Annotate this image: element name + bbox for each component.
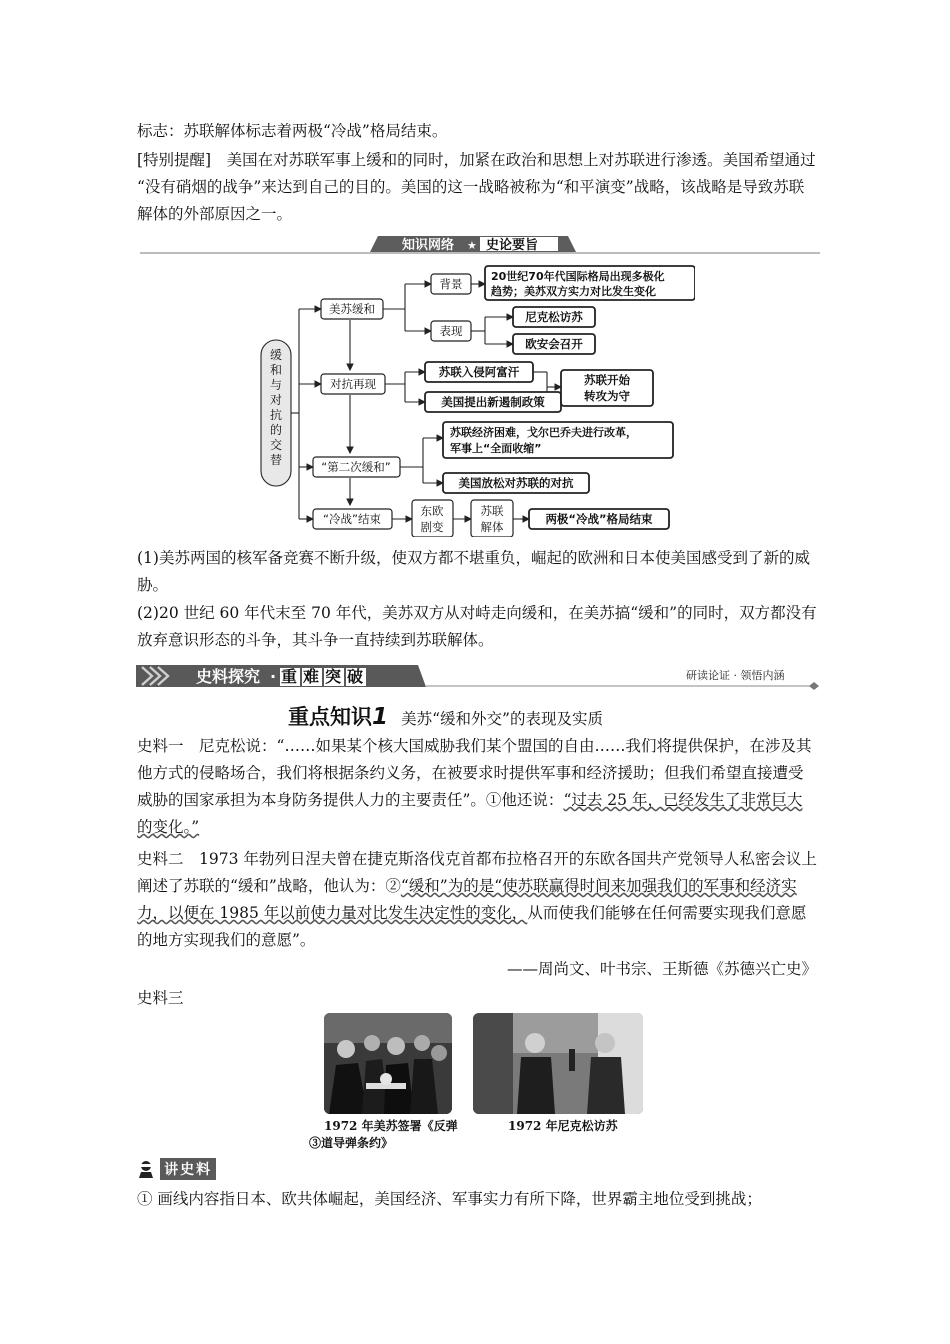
root-char: 与 <box>269 378 283 392</box>
node-us-soviet-detente: 美苏缓和 <box>329 302 375 316</box>
node-nixon-visit: 尼克松访苏 <box>525 310 583 324</box>
source-2-text-end: 从而使我们能够在任何需要实现我们意愿的地方实现我们的意愿”。 <box>137 904 807 949</box>
photo-abm-caption1: 1972 年美苏签署《反弹 <box>324 1119 458 1133</box>
node-manifestation: 表现 <box>439 324 463 338</box>
node-east-europe2: 剧变 <box>420 520 444 534</box>
node-defense2: 转攻为守 <box>584 389 630 403</box>
source-2-label: 史料二 <box>137 850 184 868</box>
node-us-relax: 美国放松对苏联的对抗 <box>458 476 574 490</box>
special-note <box>137 147 817 228</box>
source-3-label: 史料三 <box>137 989 184 1007</box>
section-banner-left: 史料探究 <box>196 667 261 686</box>
intro-line1: 标志：苏联解体标志着两极“冷战”格局结束。 <box>137 122 448 140</box>
source-1-text: 尼克松说：“……如果某个核大国威胁我们某个盟国的自由……我们将提供保护，在涉及其他方式的侵略场合，我们将根据条约义务，在被要求时提供军事和经济援助；但我们希望直接遭受威胁的国家承担为本身防务提供人力的主要责任”。①他还说： <box>137 737 812 809</box>
photo-nixon-visit <box>473 1013 643 1114</box>
root-char: 缓 <box>269 348 283 362</box>
node-bipolar-end: 两极“冷战”格局结束 <box>545 512 653 526</box>
node-confrontation: 对抗再现 <box>330 377 376 391</box>
special-note-text: 美国在对苏联军事上缓和的同时，加紧在政治和思想上对苏联进行渗透。美国希望通过 “没有硝烟的战争”来达到自己的目的。美国的这一战略被称为“和平演变”战略，该战略是导致苏联解体的外部原因之一。 <box>137 151 816 223</box>
node-afghan: 苏联入侵阿富汗 <box>438 365 520 379</box>
source-1-underlined: “过去 25 年，已经发生了非常巨大的变化。” <box>137 791 803 836</box>
explain-label: 讲史料 <box>160 1158 216 1180</box>
star-icon: ★ <box>467 239 477 252</box>
source-2-citation: ——周尚文、叶书宗、王斯德《苏德兴亡史》 <box>506 960 817 978</box>
photo-abm-caption2: ③道导弹条约》 <box>309 1136 394 1150</box>
teacher-icon <box>137 1160 155 1178</box>
knowledge-diagram <box>255 262 695 537</box>
source-1 <box>137 733 817 841</box>
node-new-containment: 美国提出新遏制政策 <box>441 395 545 409</box>
photo-abm-treaty <box>324 1013 452 1114</box>
root-char: 替 <box>269 453 283 467</box>
source-2-text: 1973 年勃列日涅夫曾在捷克斯洛伐克首都布拉格召开的东欧各国共产党领导人私密会议上阐述了苏联的“缓和”战略，他认为：② <box>137 850 817 895</box>
node-csce: 欧安会召开 <box>525 337 583 351</box>
node-ussr2: 解体 <box>480 520 504 534</box>
network-banner-left: 知识网络 <box>402 238 455 253</box>
node-gorbachev2: 军事上“全面收缩” <box>450 442 542 455</box>
network-banner <box>140 234 820 256</box>
key-title: 重点知识 <box>288 705 372 729</box>
root-char: 的 <box>269 423 283 437</box>
source-1-label: 史料一 <box>137 737 184 755</box>
key-knowledge-heading <box>288 701 603 729</box>
key-subtitle: 美苏“缓和外交”的表现及实质 <box>401 710 603 728</box>
explain-line1: ① 画线内容指日本、欧共体崛起，美国经济、军事实力有所下降，世界霸主地位受到挑战； <box>137 1190 762 1208</box>
section-banner-tag: 研读论证 · 领悟内涵 <box>686 669 785 682</box>
key-number: 1 <box>372 704 389 730</box>
root-char: 和 <box>269 363 283 377</box>
source-2 <box>137 846 817 954</box>
network-banner-right: 史论要旨 <box>486 238 539 253</box>
root-char: 对 <box>269 393 283 407</box>
photo-nixon-caption: 1972 年尼克松访苏 <box>508 1119 618 1133</box>
node-second-detente: “第二次缓和” <box>321 460 391 474</box>
node-ussr1: 苏联 <box>480 504 504 518</box>
point-1: (1)美苏两国的核军备竞赛不断升级，使双方都不堪重负，崛起的欧洲和日本使美国感受到了新的威胁。 <box>137 549 810 594</box>
root-char: 抗 <box>269 408 283 422</box>
node-east-europe1: 东欧 <box>420 504 444 518</box>
source-2-underlined: “缓和”为的是“使苏联赢得时间来加强我们的军事和经济实力，以便在 1985 年以前使力量对比发生决定性的变化， <box>137 877 797 922</box>
node-cold-war-end: “冷战”结束 <box>323 512 381 526</box>
node-gorbachev1: 苏联经济困难，戈尔巴乔夫进行改革， <box>450 426 637 439</box>
section-banner <box>136 663 826 691</box>
special-note-label: [特别提醒] <box>137 151 212 169</box>
explain-heading <box>137 1158 216 1182</box>
section-banner-right: 重难突破 <box>281 667 370 686</box>
root-char: 交 <box>269 438 283 452</box>
node-bg-text1: 20世纪70年代国际格局出现多极化 <box>491 270 665 283</box>
section-banner-dot: · <box>270 667 277 686</box>
node-bg-text2: 趋势；美苏双方实力对比发生变化 <box>491 285 656 298</box>
point-2: (2)20 世纪 60 年代末至 70 年代，美苏双方从对峙走向缓和，在美苏搞“缓和”的同时，双方都没有放弃意识形态的斗争，其斗争一直持续到苏联解体。 <box>137 604 817 649</box>
node-background: 背景 <box>439 277 463 291</box>
node-defense1: 苏联开始 <box>584 373 630 387</box>
